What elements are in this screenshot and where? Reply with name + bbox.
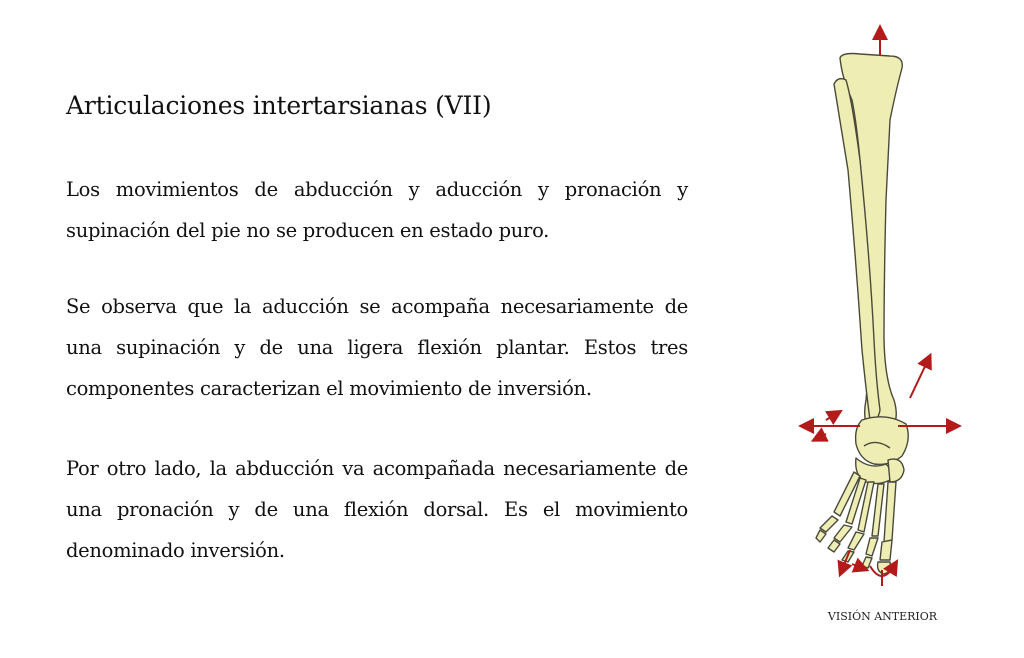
tarsal-bones bbox=[856, 417, 909, 465]
arrow-small-2 bbox=[818, 434, 826, 438]
leg-foot-skeleton-illustration bbox=[790, 20, 970, 590]
paragraph-3: Por otro lado, la abducción va acompañada necesariamente de una pronación y de una flexión dorsal. Es el movimiento denominado inversión. bbox=[66, 457, 688, 562]
paragraph-1: Los movimientos de abducción y aducción y pronación y supinación del pie no se producen en estado puro. bbox=[66, 178, 688, 242]
arrow-small-1 bbox=[826, 414, 836, 420]
arrow-toe-small bbox=[852, 564, 862, 568]
page-title: Articulaciones intertarsianas (VII) bbox=[66, 91, 492, 120]
arrow-diagonal bbox=[910, 360, 928, 398]
paragraph-2: Se observa que la aducción se acompaña necesariamente de una supinación y de una ligera flexión plantar. Estos tres componentes caracterizan el movimiento de inversión. bbox=[66, 295, 688, 400]
figure-caption: VISIÓN ANTERIOR bbox=[827, 610, 938, 623]
